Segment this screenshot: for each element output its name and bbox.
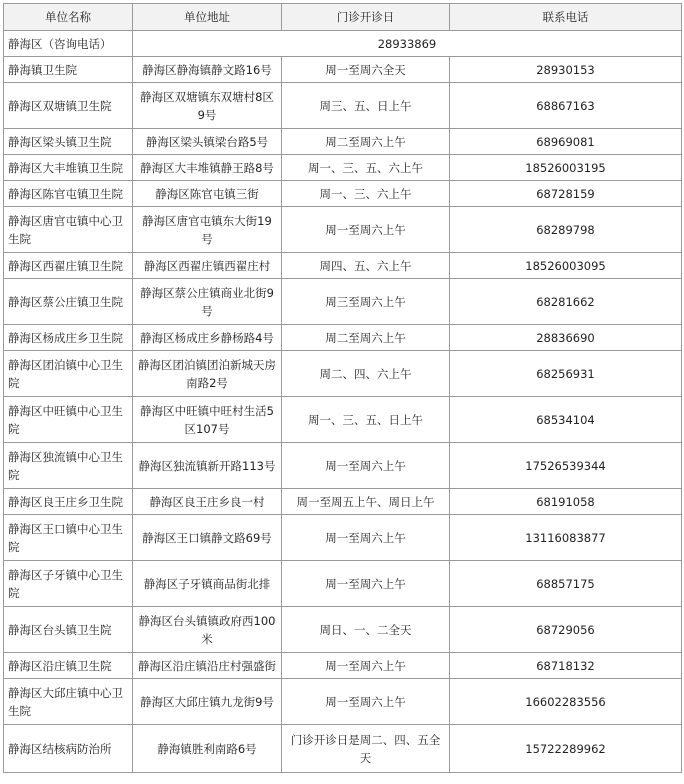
cell-hours: 周一、三、五、日上午: [282, 397, 450, 443]
cell-address: 静海区双塘镇东双塘村8区9号: [133, 83, 282, 129]
table-row: [4, 397, 682, 443]
cell-address: 静海区唐官屯镇东大街19号: [133, 207, 282, 253]
cell-address: 静海区团泊镇团泊新城天房南路2号: [133, 351, 282, 397]
cell-name: 静海镇卫生院: [4, 57, 133, 83]
cell-phone: 68857175: [450, 561, 682, 607]
cell-address: 静海区蔡公庄镇商业北街9号: [133, 279, 282, 325]
cell-address: 静海区大邱庄镇九龙街9号: [133, 679, 282, 725]
header-hours: 门诊开诊日: [282, 4, 450, 31]
cell-hours: 周一、三、五、六上午: [282, 155, 450, 181]
cell-address: 静海区王口镇静文路69号: [133, 515, 282, 561]
table-header-row: [4, 4, 682, 31]
cell-hours: 周四、五、六上午: [282, 253, 450, 279]
summary-row: [4, 31, 682, 57]
table-row: [4, 207, 682, 253]
cell-hours: 周一至周六上午: [282, 207, 450, 253]
table-row: [4, 279, 682, 325]
cell-name: 静海区蔡公庄镇卫生院: [4, 279, 133, 325]
cell-phone: 68718132: [450, 653, 682, 679]
cell-address: 静海区独流镇新开路113号: [133, 443, 282, 489]
cell-phone: 17526539344: [450, 443, 682, 489]
cell-name: 静海区团泊镇中心卫生院: [4, 351, 133, 397]
cell-name: 静海区唐官屯镇中心卫生院: [4, 207, 133, 253]
cell-phone: 68256931: [450, 351, 682, 397]
table-row: [4, 561, 682, 607]
table-row: [4, 129, 682, 155]
table-row: [4, 181, 682, 207]
table-row: [4, 725, 682, 773]
cell-hours: 周日、一、二全天: [282, 607, 450, 653]
header-phone: 联系电话: [450, 4, 682, 31]
cell-hours: 周二、四、六上午: [282, 351, 450, 397]
table-row: [4, 83, 682, 129]
table-row: [4, 351, 682, 397]
cell-phone: 28836690: [450, 325, 682, 351]
cell-address: 静海区梁头镇梁台路5号: [133, 129, 282, 155]
cell-name: 静海区杨成庄乡卫生院: [4, 325, 133, 351]
cell-phone: 16602283556: [450, 679, 682, 725]
cell-address: 静海区西翟庄镇西翟庄村: [133, 253, 282, 279]
cell-name: 静海区梁头镇卫生院: [4, 129, 133, 155]
cell-phone: 68728159: [450, 181, 682, 207]
cell-address: 静海区子牙镇商品街北排: [133, 561, 282, 607]
cell-phone: 68534104: [450, 397, 682, 443]
cell-address: 静海区大丰堆镇静王路8号: [133, 155, 282, 181]
cell-phone: 13116083877: [450, 515, 682, 561]
cell-phone: 68191058: [450, 489, 682, 515]
cell-hours: 周一至周六上午: [282, 443, 450, 489]
cell-address: 静海镇胜利南路6号: [133, 725, 282, 773]
table-row: [4, 679, 682, 725]
table-row: [4, 653, 682, 679]
cell-phone: 68289798: [450, 207, 682, 253]
cell-hours: 周一至周六上午: [282, 515, 450, 561]
cell-address: 静海区良王庄乡良一村: [133, 489, 282, 515]
table-row: [4, 57, 682, 83]
cell-address: 静海区沿庄镇沿庄村强盛街: [133, 653, 282, 679]
cell-name: 静海区中旺镇中心卫生院: [4, 397, 133, 443]
cell-hours: 周一至周五上午、周日上午: [282, 489, 450, 515]
table-row: [4, 607, 682, 653]
cell-address: 静海区中旺镇中旺村生活5区107号: [133, 397, 282, 443]
cell-name: 静海区双塘镇卫生院: [4, 83, 133, 129]
cell-hours: 周一、三、六上午: [282, 181, 450, 207]
cell-name: 静海区独流镇中心卫生院: [4, 443, 133, 489]
header-address: 单位地址: [133, 4, 282, 31]
cell-hours: 周三、五、日上午: [282, 83, 450, 129]
cell-phone: 18526003095: [450, 253, 682, 279]
cell-phone: 68969081: [450, 129, 682, 155]
cell-phone: 15722289962: [450, 725, 682, 773]
cell-name: 静海区台头镇卫生院: [4, 607, 133, 653]
table-row: [4, 443, 682, 489]
header-name: 单位名称: [4, 4, 133, 31]
cell-hours: 周一至周六全天: [282, 57, 450, 83]
summary-phone: 28933869: [133, 31, 682, 57]
cell-address: 静海区静海镇静文路16号: [133, 57, 282, 83]
cell-hours: 周一至周六上午: [282, 679, 450, 725]
cell-name: 静海区王口镇中心卫生院: [4, 515, 133, 561]
cell-address: 静海区杨成庄乡静杨路4号: [133, 325, 282, 351]
cell-name: 静海区陈官屯镇卫生院: [4, 181, 133, 207]
cell-phone: 18526003195: [450, 155, 682, 181]
cell-phone: 28930153: [450, 57, 682, 83]
cell-hours: 周二至周六上午: [282, 129, 450, 155]
table-row: [4, 325, 682, 351]
cell-name: 静海区西翟庄镇卫生院: [4, 253, 133, 279]
cell-hours: 周一至周六上午: [282, 653, 450, 679]
table-row: [4, 253, 682, 279]
table-row: [4, 155, 682, 181]
cell-address: 静海区陈官屯镇三街: [133, 181, 282, 207]
cell-phone: 68281662: [450, 279, 682, 325]
cell-name: 静海区结核病防治所: [4, 725, 133, 773]
cell-name: 静海区良王庄乡卫生院: [4, 489, 133, 515]
cell-name: 静海区大邱庄镇中心卫生院: [4, 679, 133, 725]
cell-address: 静海区台头镇镇政府西100米: [133, 607, 282, 653]
cell-name: 静海区子牙镇中心卫生院: [4, 561, 133, 607]
cell-hours: 周三至周六上午: [282, 279, 450, 325]
cell-hours: 门诊开诊日是周二、四、五全天: [282, 725, 450, 773]
cell-hours: 周二至周六上午: [282, 325, 450, 351]
table-row: [4, 515, 682, 561]
cell-phone: 68729056: [450, 607, 682, 653]
cell-hours: 周一至周六上午: [282, 561, 450, 607]
summary-label: 静海区（咨询电话）: [4, 31, 133, 57]
table-row: [4, 489, 682, 515]
clinic-table: [3, 3, 682, 773]
cell-phone: 68867163: [450, 83, 682, 129]
cell-name: 静海区大丰堆镇卫生院: [4, 155, 133, 181]
cell-name: 静海区沿庄镇卫生院: [4, 653, 133, 679]
